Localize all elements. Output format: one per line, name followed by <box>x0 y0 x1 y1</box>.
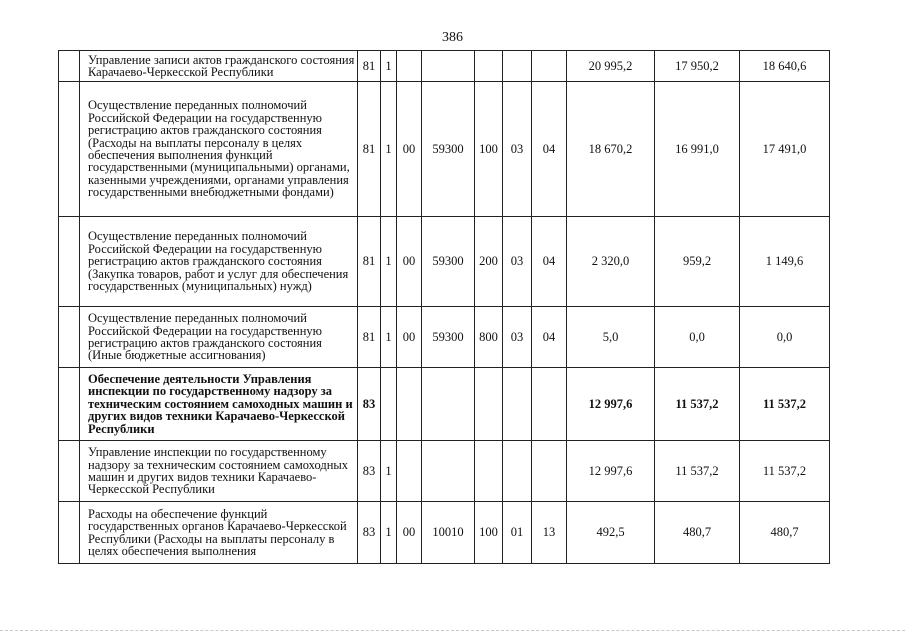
amount-year3-cell: 1 149,6 <box>740 217 830 307</box>
amount-year2-cell: 16 991,0 <box>655 82 740 217</box>
section-cell: 1 <box>381 51 397 82</box>
amount-year3-cell: 480,7 <box>740 502 830 564</box>
section-cell: 1 <box>381 307 397 368</box>
table-row <box>59 441 830 502</box>
amount-year3-cell: 11 537,2 <box>740 368 830 441</box>
amount-year2-cell: 17 950,2 <box>655 51 740 82</box>
expense-type-cell: 200 <box>475 217 503 307</box>
amount-year2-cell: 959,2 <box>655 217 740 307</box>
chapter-cell: 01 <box>503 502 532 564</box>
gp-cell: 83 <box>358 502 381 564</box>
section-cell <box>381 368 397 441</box>
subsection-cell: 00 <box>397 82 422 217</box>
gp-cell: 83 <box>358 441 381 502</box>
target-code-cell: 59300 <box>422 217 475 307</box>
row-index-cell <box>59 441 80 502</box>
chapter-cell: 03 <box>503 217 532 307</box>
budget-table <box>58 50 830 564</box>
target-code-cell: 59300 <box>422 307 475 368</box>
row-name-cell: Осуществление переданных полномочий Российской Федерации на государственную регистрацию актов гражданского состояния (Закупка товаров, работ и услуг для обеспечения государственных (муниципальных) нужд) <box>80 217 358 307</box>
scan-edge-line <box>0 630 905 633</box>
subsection-cell <box>397 368 422 441</box>
expense-type-cell <box>475 368 503 441</box>
subsection-cell <box>397 441 422 502</box>
amount-year1-cell: 2 320,0 <box>567 217 655 307</box>
subsection-cell: 00 <box>397 307 422 368</box>
subsection-cell <box>397 51 422 82</box>
amount-year1-cell: 5,0 <box>567 307 655 368</box>
subchapter-cell <box>532 368 567 441</box>
table-row <box>59 82 830 217</box>
amount-year3-cell: 18 640,6 <box>740 51 830 82</box>
amount-year2-cell: 11 537,2 <box>655 368 740 441</box>
amount-year2-cell: 480,7 <box>655 502 740 564</box>
table-row <box>59 307 830 368</box>
amount-year3-cell: 17 491,0 <box>740 82 830 217</box>
section-cell: 1 <box>381 441 397 502</box>
row-index-cell <box>59 51 80 82</box>
subchapter-cell: 04 <box>532 217 567 307</box>
table-row <box>59 217 830 307</box>
target-code-cell: 10010 <box>422 502 475 564</box>
row-name-cell: Осуществление переданных полномочий Российской Федерации на государственную регистрацию актов гражданского состояния (Расходы на выплаты персоналу в целях обеспечения выполнения функций государственными (муниципальными) органами, казенными учреждениями, органами управления государственными внебюджетными фондами) <box>80 82 358 217</box>
target-code-cell <box>422 51 475 82</box>
amount-year3-cell: 11 537,2 <box>740 441 830 502</box>
section-cell: 1 <box>381 502 397 564</box>
gp-cell: 81 <box>358 307 381 368</box>
subsection-cell: 00 <box>397 502 422 564</box>
target-code-cell <box>422 441 475 502</box>
expense-type-cell: 100 <box>475 82 503 217</box>
row-index-cell <box>59 368 80 441</box>
table-row <box>59 368 830 441</box>
chapter-cell <box>503 441 532 502</box>
section-cell: 1 <box>381 82 397 217</box>
subchapter-cell: 13 <box>532 502 567 564</box>
row-name-cell: Осуществление переданных полномочий Российской Федерации на государственную регистрацию актов гражданского состояния (Иные бюджетные ассигнования) <box>80 307 358 368</box>
subchapter-cell <box>532 441 567 502</box>
chapter-cell <box>503 368 532 441</box>
amount-year3-cell: 0,0 <box>740 307 830 368</box>
row-index-cell <box>59 502 80 564</box>
expense-type-cell <box>475 51 503 82</box>
row-index-cell <box>59 82 80 217</box>
expense-type-cell: 100 <box>475 502 503 564</box>
expense-type-cell <box>475 441 503 502</box>
subchapter-cell: 04 <box>532 307 567 368</box>
target-code-cell <box>422 368 475 441</box>
row-name-cell: Обеспечение деятельности Управления инспекции по государственному надзору за техническим состоянием самоходных машин и других видов техники Карачаево-Черкесской Республики <box>80 368 358 441</box>
gp-cell: 81 <box>358 51 381 82</box>
target-code-cell: 59300 <box>422 82 475 217</box>
budget-table-body <box>59 51 830 564</box>
section-cell: 1 <box>381 217 397 307</box>
expense-type-cell: 800 <box>475 307 503 368</box>
subchapter-cell: 04 <box>532 82 567 217</box>
row-name-cell: Расходы на обеспечение функций государственных органов Карачаево-Черкесской Республики (Расходы на выплаты персоналу в целях обеспечения выполнения <box>80 502 358 564</box>
chapter-cell: 03 <box>503 82 532 217</box>
gp-cell: 81 <box>358 82 381 217</box>
amount-year2-cell: 0,0 <box>655 307 740 368</box>
subsection-cell: 00 <box>397 217 422 307</box>
table-row <box>59 51 830 82</box>
amount-year2-cell: 11 537,2 <box>655 441 740 502</box>
row-index-cell <box>59 217 80 307</box>
chapter-cell <box>503 51 532 82</box>
page-number: 386 <box>442 30 463 45</box>
subchapter-cell <box>532 51 567 82</box>
chapter-cell: 03 <box>503 307 532 368</box>
gp-cell: 83 <box>358 368 381 441</box>
table-row <box>59 502 830 564</box>
amount-year1-cell: 492,5 <box>567 502 655 564</box>
amount-year1-cell: 20 995,2 <box>567 51 655 82</box>
amount-year1-cell: 18 670,2 <box>567 82 655 217</box>
amount-year1-cell: 12 997,6 <box>567 368 655 441</box>
gp-cell: 81 <box>358 217 381 307</box>
row-name-cell: Управление записи актов гражданского состояния Карачаево-Черкесской Республики <box>80 51 358 82</box>
row-index-cell <box>59 307 80 368</box>
amount-year1-cell: 12 997,6 <box>567 441 655 502</box>
row-name-cell: Управление инспекции по государственному надзору за техническим состоянием самоходных машин и других видов техники Карачаево-Черкесской Республики <box>80 441 358 502</box>
